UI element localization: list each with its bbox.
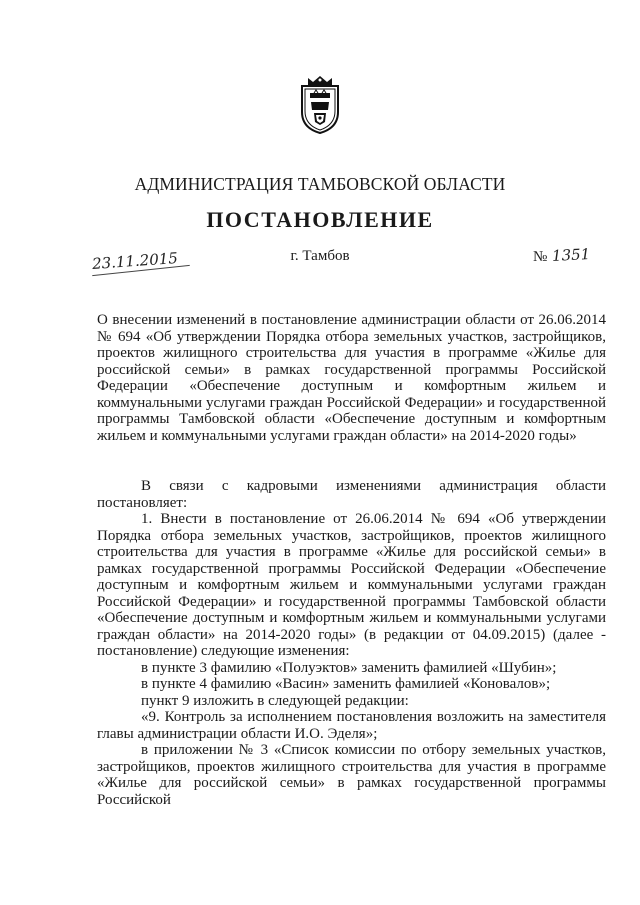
preamble-paragraph: В связи с кадровыми изменениями администрация области постановляет: bbox=[97, 478, 606, 511]
organization-name: АДМИНИСТРАЦИЯ ТАМБОВСКОЙ ОБЛАСТИ bbox=[134, 174, 506, 194]
item-1-paragraph: 1. Внести в постановление от 26.06.2014 № 694 «Об утверждении Порядка отбора земельных участков, застройщиков, проектов жилищного строительства для участия в программе «Жилье для российской семьи» в рамках государственной программы Российской Федерации «Обеспечение доступным и комфортным жильем и коммунальными услугами граждан Российской Федерации» и государственной программы Тамбовской области «Обеспечение доступным и комфортным жильем и коммунальными услугами граждан области» на 2014-2020 годы» (в редакции от 04.09.2015) (далее - постановление) следующие изменения: bbox=[97, 511, 606, 659]
change-3-paragraph: пункт 9 изложить в следующей редакции: bbox=[141, 692, 409, 709]
document-subject: О внесении изменений в постановление администрации области от 26.06.2014 № 694 «Об утверждении Порядка отбора земельных участков, застройщиков, проектов жилищного строительства для участия в программе «Жилье для российской семьи» в рамках государственной программы Российской Федерации «Обеспечение доступным и комфортным жильем и коммунальными услугами граждан Российской Федерации» и государственной программы Тамбовской области «Обеспечение доступным и комфортным жильем и коммунальными услугами граждан области» на 2014-2020 годы» bbox=[97, 312, 606, 444]
city-name: г. Тамбов bbox=[290, 248, 350, 264]
change-1-paragraph: в пункте 3 фамилию «Полуэктов» заменить фамилией «Шубин»; bbox=[141, 659, 557, 676]
quote-9-paragraph: «9. Контроль за исполнением постановления возложить на заместителя главы администрации области И.О. Эделя»; bbox=[97, 709, 606, 742]
change-2-paragraph: в пункте 4 фамилию «Васин» заменить фамилией «Коновалов»; bbox=[141, 676, 551, 692]
document-body bbox=[97, 478, 606, 808]
handwritten-number: 1351 bbox=[551, 245, 591, 265]
coat-of-arms-icon bbox=[299, 76, 341, 134]
document-type-title: ПОСТАНОВЛЕНИЕ bbox=[206, 207, 434, 232]
number-label: № bbox=[533, 249, 548, 265]
change-4-paragraph: в приложении № 3 «Список комиссии по отбору земельных участков, застройщиков, проектов жилищного строительства для участия в программе «Жилье для российской семьи» в рамках государственной программы Российской bbox=[97, 742, 606, 808]
handwritten-date: 23.11.2015 bbox=[91, 249, 179, 273]
